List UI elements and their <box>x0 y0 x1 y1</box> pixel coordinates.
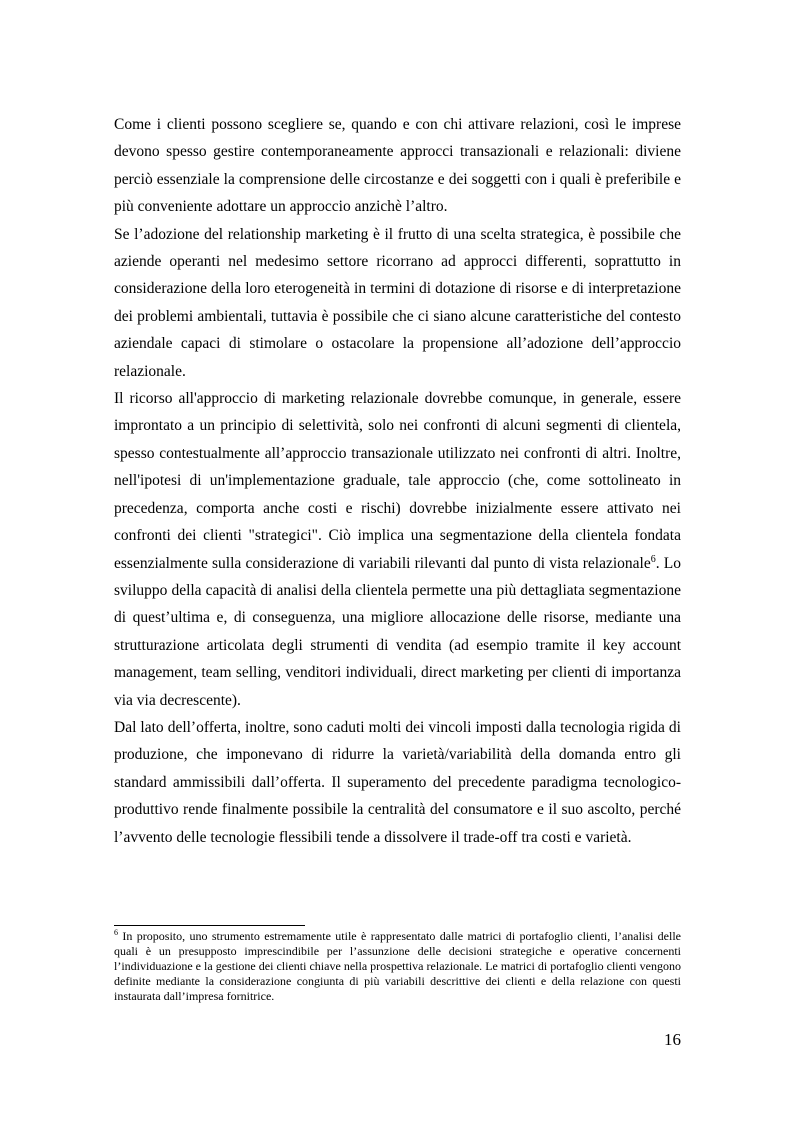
paragraph-3 <box>114 385 681 714</box>
paragraph-1: Come i clienti possono scegliere se, quando e con chi attivare relazioni, così le imprese devono spesso gestire contemporaneamente approcci transazionali e relazionali: diviene perciò essenziale la comprensione delle circostanze e dei soggetti con i quali è preferibile e più conveniente adottare un approccio anzichè l’altro. <box>114 116 681 216</box>
footnote <box>114 929 681 1004</box>
paragraph-3-text-end: . Lo sviluppo della capacità di analisi della clientela permette una più dettagliata segmentazione di quest’ultima e, di conseguenza, una migliore allocazione delle risorse, mediante una strutturazione articolata degli strumenti di vendita (ad esempio tramite il key account management, team selling, venditori individuali, direct marketing per clienti di importanza via via decrescente). <box>114 554 682 709</box>
paragraph-3-text-start: Il ricorso all'approccio di marketing relazionale dovrebbe comunque, in generale, essere improntato a un principio di selettività, solo nei confronti di alcuni segmenti di clientela, spesso contestualmente all’approccio transazionale utilizzato nei confronti di altri. Inoltre, nell'ipotesi di un'implementazione graduale, tale approccio (che, come sottolineato in precedenza, comporta anche costi e rischi) dovrebbe inizialmente essere attivato nei confronti dei clienti "strategici". Ciò implica una segmentazione della clientela fondata essenzialmente sulla considerazione di variabili rilevanti dal punto di vista relazionale <box>114 390 681 572</box>
page-number: 16 <box>664 1030 681 1049</box>
paragraph-2: Se l’adozione del relationship marketing è il frutto di una scelta strategica, è possibile che aziende operanti nel medesimo settore ricorrano ad approcci differenti, soprattutto in considerazione della loro eterogeneità in termini di dotazione di risorse e di interpretazione dei problemi ambientali, tuttavia è possibile che ci siano alcune caratteristiche del contesto aziendale capaci di stimolare o ostacolare la propensione all’adozione dell’approccio relazionale. <box>114 225 681 380</box>
footnote-text: In proposito, uno strumento estremamente utile è rappresentato dalle matrici di portafoglio clienti, l’analisi delle quali è un presupposto imprescindibile per l’assunzione delle decisioni strategiche e operative concernenti l’individuazione e la gestione dei clienti chiave nella prospettiva relazionale. Le matrici di portafoglio clienti vengono definite mediante la considerazione congiunta di più variabili descrittive dei clienti e della relazione con questi instaurata dall’impresa fornitrice. <box>114 929 681 1003</box>
paragraph-4: Dal lato dell’offerta, inoltre, sono caduti molti dei vincoli imposti dalla tecnologia rigida di produzione, che imponevano di ridurre la varietà/variabilità della domanda entro gli standard ammissibili dall’offerta. Il superamento del precedente paradigma tecnologico-produttivo rende finalmente possibile la centralità del consumatore e il suo ascolto, perché l’avvento delle tecnologie flessibili tende a dissolvere il trade-off tra costi e varietà. <box>114 718 681 846</box>
footnote-separator <box>114 925 305 926</box>
body-text <box>114 111 681 851</box>
footnote-number: 6 <box>114 928 118 937</box>
footnote-reference: 6 <box>650 553 656 565</box>
